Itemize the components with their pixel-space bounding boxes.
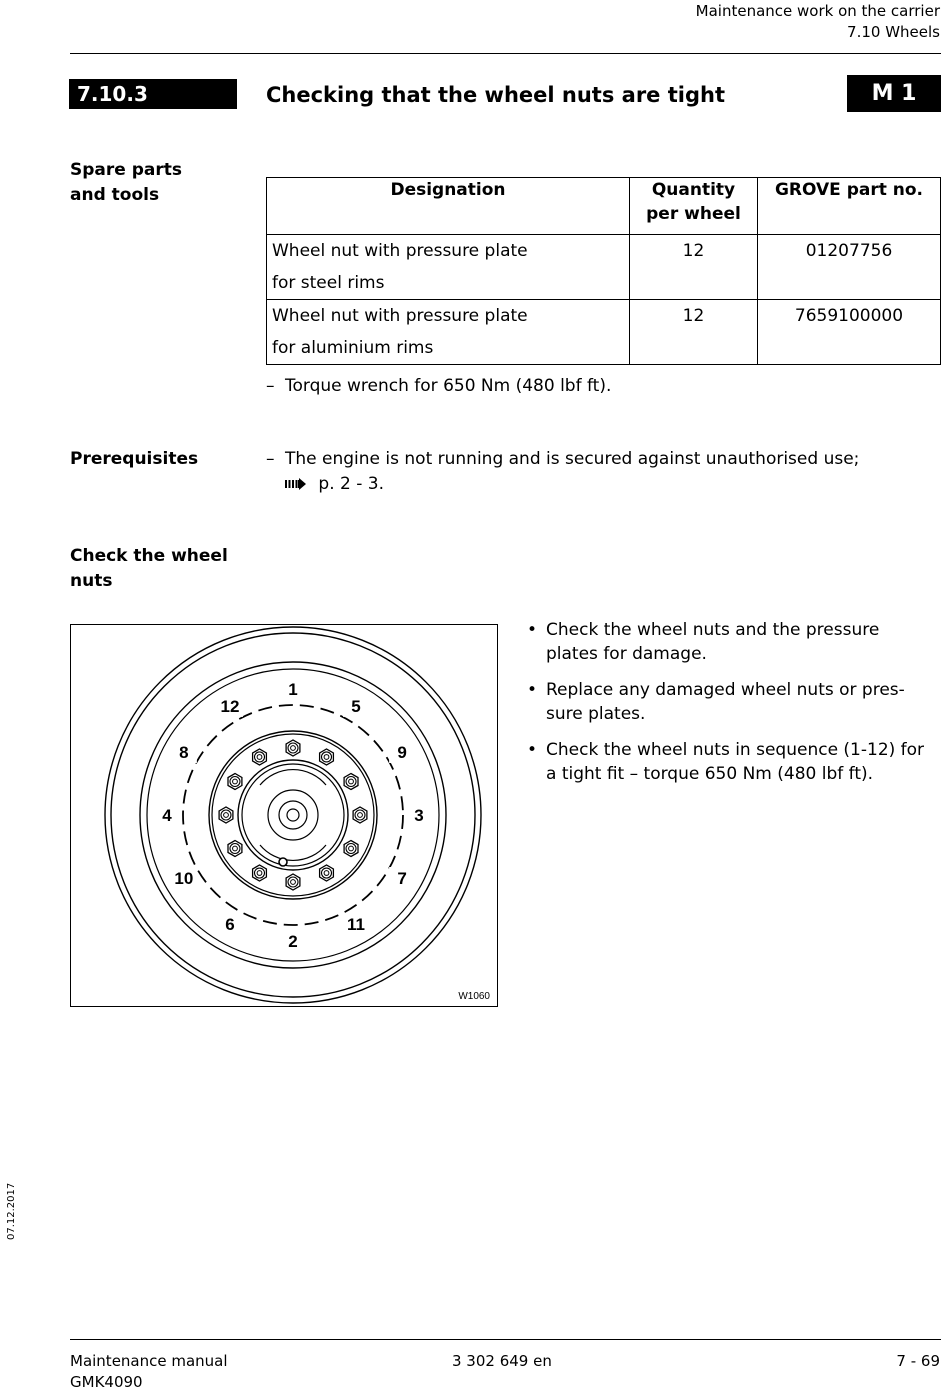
table-row xyxy=(267,300,941,365)
row-designation-line1: Wheel nut with pressure plate xyxy=(272,306,528,326)
footer-manual xyxy=(70,1351,228,1393)
row-part-no: 01207756 xyxy=(758,235,941,300)
check-wheel-nuts-label xyxy=(70,544,245,594)
prerequisite-text: The engine is not running and is secured against unauthorised use; xyxy=(285,449,860,469)
row-quantity: 12 xyxy=(630,300,758,365)
bullet-line1: Check the wheel nuts in sequence (1-12) for xyxy=(546,740,925,760)
list-item xyxy=(527,678,942,726)
wheel-nut xyxy=(320,865,334,881)
cross-reference-arrow-icon xyxy=(285,477,313,491)
check-label-line2: nuts xyxy=(70,571,113,591)
page-reference-link[interactable]: p. 2 - 3. xyxy=(318,474,384,494)
wheel-nut xyxy=(344,774,358,790)
row-part-no: 7659100000 xyxy=(758,300,941,365)
wheel-nut xyxy=(320,749,334,765)
row-quantity: 12 xyxy=(630,235,758,300)
table-row xyxy=(267,235,941,300)
sequence-label: 7 xyxy=(397,869,407,888)
side-date: 07.12.2017 xyxy=(6,1182,17,1240)
figure-id: W1060 xyxy=(458,991,490,1002)
spare-parts-label xyxy=(70,158,245,208)
header-section: 7.10 Wheels xyxy=(847,23,940,41)
wheel-nut-sequence-diagram xyxy=(71,625,497,1006)
sequence-label: 9 xyxy=(397,743,407,762)
tool-item xyxy=(266,374,926,399)
wheel-figure xyxy=(70,624,498,1007)
bullet-line2: plates for damage. xyxy=(546,644,707,664)
spare-parts-label-line1: Spare parts xyxy=(70,160,182,180)
spare-parts-label-line2: and tools xyxy=(70,185,160,205)
bullet-dot: • xyxy=(527,740,538,760)
check-instructions xyxy=(527,618,942,798)
row-designation xyxy=(267,235,630,300)
sequence-label: 3 xyxy=(414,806,424,825)
prerequisites-label: Prerequisites xyxy=(70,449,199,469)
footer-page-number: 7 - 69 xyxy=(896,1352,940,1370)
sequence-label: 8 xyxy=(179,743,189,762)
prerequisite-item xyxy=(266,447,926,497)
sequence-label: 12 xyxy=(220,696,240,716)
section-title: Checking that the wheel nuts are tight xyxy=(266,83,725,107)
footer-model: GMK4090 xyxy=(70,1373,143,1391)
wheel-nut xyxy=(286,740,300,756)
tool-text: Torque wrench for 650 Nm (480 lbf ft). xyxy=(285,376,612,396)
sequence-label: 4 xyxy=(162,806,172,825)
column-quantity xyxy=(630,178,758,235)
row-designation-line2: for aluminium rims xyxy=(272,338,434,358)
bullet-dot: • xyxy=(527,620,538,640)
wheel-nut xyxy=(286,874,300,890)
sequence-label: 1 xyxy=(288,680,298,699)
bullet-line1: Check the wheel nuts and the pressure xyxy=(546,620,880,640)
row-designation xyxy=(267,300,630,365)
bullet-dot: • xyxy=(527,680,538,700)
column-quantity-line1: Quantity xyxy=(651,180,736,200)
wheel-nut-group xyxy=(219,740,367,890)
row-designation-line1: Wheel nut with pressure plate xyxy=(272,241,528,261)
sequence-label: 11 xyxy=(347,915,365,935)
dash-marker: – xyxy=(266,376,275,396)
sequence-label: 10 xyxy=(174,869,194,888)
column-quantity-line2: per wheel xyxy=(646,204,741,224)
list-item xyxy=(527,738,942,786)
footer-manual-title: Maintenance manual xyxy=(70,1352,228,1370)
sequence-label: 2 xyxy=(288,932,298,951)
maintenance-interval-badge: M 1 xyxy=(847,75,941,112)
list-item xyxy=(527,618,942,666)
wheel-nut xyxy=(219,807,233,823)
wheel-nut xyxy=(344,841,358,857)
column-part-no: GROVE part no. xyxy=(758,178,941,235)
bullet-line2: sure plates. xyxy=(546,704,646,724)
header-chapter: Maintenance work on the carrier xyxy=(695,2,940,20)
sequence-label: 6 xyxy=(225,915,235,935)
sequence-label: 5 xyxy=(351,696,361,716)
footer-doc-number: 3 302 649 en xyxy=(452,1352,552,1370)
spare-parts-table xyxy=(266,177,941,365)
sequence-label-group xyxy=(154,678,432,952)
row-designation-line2: for steel rims xyxy=(272,273,385,293)
section-number: 7.10.3 xyxy=(69,79,237,109)
column-designation: Designation xyxy=(267,178,630,235)
wheel-nut xyxy=(353,807,367,823)
wheel-nut xyxy=(253,865,267,881)
dash-marker: – xyxy=(266,449,275,469)
bullet-line1: Replace any damaged wheel nuts or pres- xyxy=(546,680,905,700)
table-header-row xyxy=(267,178,941,235)
wheel-nut xyxy=(228,774,242,790)
header-rule xyxy=(70,53,941,54)
check-label-line1: Check the wheel xyxy=(70,546,228,566)
wheel-nut xyxy=(228,841,242,857)
wheel-nut xyxy=(253,749,267,765)
bullet-line2: a tight fit – torque 650 Nm (480 lbf ft). xyxy=(546,764,874,784)
footer-rule xyxy=(70,1339,941,1340)
